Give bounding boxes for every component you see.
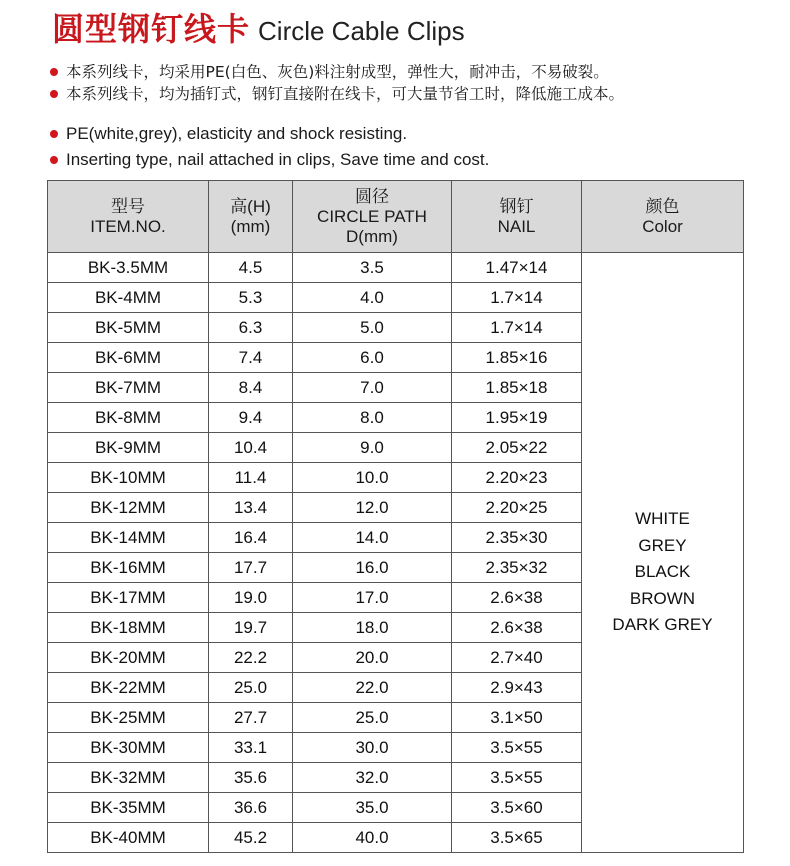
bullet-dot-icon <box>50 68 58 76</box>
bullet-item <box>50 147 780 173</box>
cell-nail: 2.20×23 <box>452 463 582 493</box>
color-options-cell <box>582 253 744 853</box>
cell-item-no: BK-16MM <box>48 553 209 583</box>
cell-nail: 2.35×30 <box>452 523 582 553</box>
bullet-list-chinese <box>50 61 780 105</box>
cell-circle-path: 35.0 <box>293 793 452 823</box>
bullet-item <box>50 83 780 105</box>
bullet-text: 本系列线卡，均为插钉式，钢钉直接附在线卡，可大量节省工时，降低施工成本。 <box>66 85 625 103</box>
cell-height: 27.7 <box>209 703 293 733</box>
cell-height: 35.6 <box>209 763 293 793</box>
cell-nail: 3.1×50 <box>452 703 582 733</box>
cell-height: 36.6 <box>209 793 293 823</box>
cell-item-no: BK-25MM <box>48 703 209 733</box>
cell-circle-path: 32.0 <box>293 763 452 793</box>
cell-nail: 3.5×55 <box>452 763 582 793</box>
header-color: 颜色 Color <box>582 181 744 253</box>
cell-circle-path: 8.0 <box>293 403 452 433</box>
cell-height: 6.3 <box>209 313 293 343</box>
bullet-dot-icon <box>50 156 58 164</box>
header-circle-path: 圆径 CIRCLE PATH D(mm) <box>293 181 452 253</box>
cell-item-no: BK-35MM <box>48 793 209 823</box>
color-option: BLACK <box>634 562 691 582</box>
cell-circle-path: 10.0 <box>293 463 452 493</box>
bullet-item <box>50 61 780 83</box>
cell-nail: 3.5×60 <box>452 793 582 823</box>
cell-item-no: BK-22MM <box>48 673 209 703</box>
cell-item-no: BK-5MM <box>48 313 209 343</box>
cell-height: 19.7 <box>209 613 293 643</box>
cell-nail: 1.85×18 <box>452 373 582 403</box>
header-height: 高(H) (mm) <box>209 181 293 253</box>
bullet-dot-icon <box>50 130 58 138</box>
cell-circle-path: 14.0 <box>293 523 452 553</box>
table-row <box>48 253 744 283</box>
cell-circle-path: 6.0 <box>293 343 452 373</box>
cell-item-no: BK-3.5MM <box>48 253 209 283</box>
cell-height: 16.4 <box>209 523 293 553</box>
cell-item-no: BK-18MM <box>48 613 209 643</box>
cell-height: 7.4 <box>209 343 293 373</box>
cell-item-no: BK-9MM <box>48 433 209 463</box>
cell-height: 33.1 <box>209 733 293 763</box>
cell-height: 17.7 <box>209 553 293 583</box>
cell-circle-path: 9.0 <box>293 433 452 463</box>
cell-item-no: BK-17MM <box>48 583 209 613</box>
cell-circle-path: 18.0 <box>293 613 452 643</box>
cell-nail: 1.47×14 <box>452 253 582 283</box>
cell-circle-path: 5.0 <box>293 313 452 343</box>
color-option: BROWN <box>629 588 696 608</box>
cell-height: 11.4 <box>209 463 293 493</box>
cell-circle-path: 3.5 <box>293 253 452 283</box>
cell-nail: 3.5×55 <box>452 733 582 763</box>
cell-height: 8.4 <box>209 373 293 403</box>
cell-circle-path: 25.0 <box>293 703 452 733</box>
cell-nail: 3.5×65 <box>452 823 582 853</box>
cell-nail: 2.9×43 <box>452 673 582 703</box>
cell-item-no: BK-10MM <box>48 463 209 493</box>
cell-height: 45.2 <box>209 823 293 853</box>
cell-item-no: BK-20MM <box>48 643 209 673</box>
spec-table <box>47 180 744 853</box>
cell-circle-path: 40.0 <box>293 823 452 853</box>
cell-item-no: BK-6MM <box>48 343 209 373</box>
bullet-text: 本系列线卡，均采用PE(白色、灰色)料注射成型，弹性大，耐冲击，不易破裂。 <box>66 63 609 81</box>
title-english: Circle Cable Clips <box>258 16 465 46</box>
cell-height: 5.3 <box>209 283 293 313</box>
cell-item-no: BK-4MM <box>48 283 209 313</box>
bullet-list-english <box>50 121 780 173</box>
cell-height: 25.0 <box>209 673 293 703</box>
bullet-text: Inserting type, nail attached in clips, Save time and cost. <box>66 150 490 169</box>
cell-circle-path: 20.0 <box>293 643 452 673</box>
cell-item-no: BK-40MM <box>48 823 209 853</box>
cell-item-no: BK-12MM <box>48 493 209 523</box>
cell-height: 10.4 <box>209 433 293 463</box>
cell-height: 9.4 <box>209 403 293 433</box>
color-option: WHITE <box>635 509 690 529</box>
cell-item-no: BK-14MM <box>48 523 209 553</box>
color-option: DARK GREY <box>612 615 713 635</box>
bullet-dot-icon <box>50 90 58 98</box>
cell-circle-path: 16.0 <box>293 553 452 583</box>
bullet-item <box>50 121 780 147</box>
cell-item-no: BK-8MM <box>48 403 209 433</box>
cell-item-no: BK-7MM <box>48 373 209 403</box>
cell-height: 22.2 <box>209 643 293 673</box>
cell-nail: 2.05×22 <box>452 433 582 463</box>
cell-nail: 1.7×14 <box>452 313 582 343</box>
cell-nail: 1.85×16 <box>452 343 582 373</box>
cell-nail: 2.35×32 <box>452 553 582 583</box>
cell-item-no: BK-30MM <box>48 733 209 763</box>
cell-nail: 2.20×25 <box>452 493 582 523</box>
cell-nail: 2.6×38 <box>452 583 582 613</box>
cell-circle-path: 22.0 <box>293 673 452 703</box>
bullet-text: PE(white,grey), elasticity and shock resisting. <box>66 124 408 143</box>
cell-nail: 2.6×38 <box>452 613 582 643</box>
table-body <box>48 253 744 853</box>
page-title <box>52 4 465 50</box>
cell-item-no: BK-32MM <box>48 763 209 793</box>
cell-nail: 1.7×14 <box>452 283 582 313</box>
cell-nail: 2.7×40 <box>452 643 582 673</box>
cell-nail: 1.95×19 <box>452 403 582 433</box>
header-item-no: 型号 ITEM.NO. <box>48 181 209 253</box>
cell-circle-path: 12.0 <box>293 493 452 523</box>
color-option: GREY <box>638 535 687 555</box>
cell-circle-path: 7.0 <box>293 373 452 403</box>
cell-height: 4.5 <box>209 253 293 283</box>
cell-height: 13.4 <box>209 493 293 523</box>
header-nail: 钢钉 NAIL <box>452 181 582 253</box>
cell-height: 19.0 <box>209 583 293 613</box>
cell-circle-path: 30.0 <box>293 733 452 763</box>
title-chinese: 圆型钢钉线卡 <box>52 10 251 48</box>
cell-circle-path: 17.0 <box>293 583 452 613</box>
table-header-row <box>48 181 744 253</box>
cell-circle-path: 4.0 <box>293 283 452 313</box>
